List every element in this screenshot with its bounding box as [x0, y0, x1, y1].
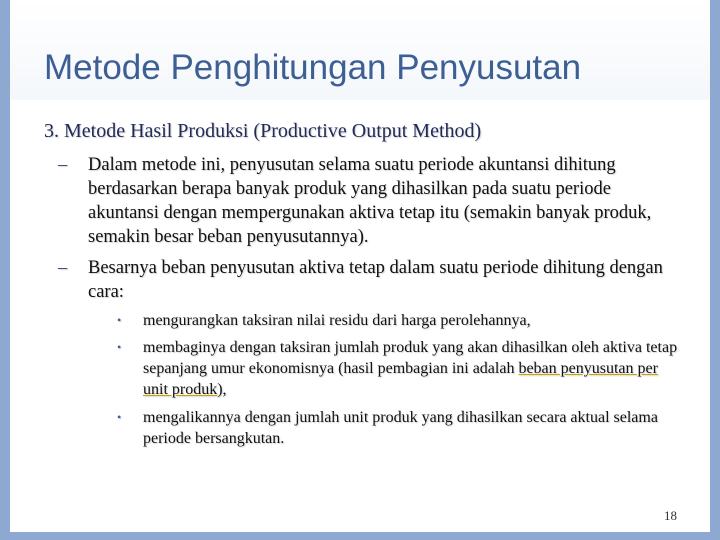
bullet-dot: • [117, 410, 122, 424]
sub-bullet-text: mengurangkan taksiran nilai residu dari harga perolehannya, [143, 312, 531, 329]
dash-marker: – [58, 155, 68, 175]
sub-bullet-2 [117, 337, 678, 400]
underlined-term: beban penyusutan per unit produk [143, 360, 658, 398]
bullet-point-1 [58, 153, 678, 249]
bullet-dot: • [117, 313, 122, 327]
sub-bullet-text-after: ), [217, 381, 227, 398]
bullet-point-text: Besarnya beban penyusutan aktiva tetap dalam suatu periode dihitung dengan cara: [88, 258, 663, 302]
bullet-dot: • [117, 340, 122, 354]
section-heading: 3. Metode Hasil Produksi (Productive Output Method) [44, 120, 482, 142]
dash-marker: – [58, 258, 68, 278]
bullet-point-2 [58, 256, 678, 304]
sub-bullet-text: mengalikannya dengan jumlah unit produk yang dihasilkan secara aktual selama periode bersangkutan. [143, 409, 658, 447]
bullet-point-text: Dalam metode ini, penyusutan selama suatu periode akuntansi dihitung berdasarkan berapa banyak produk yang dihasilkan pada suatu periode akuntansi dengan mempergunakan aktiva tetap itu (semakin banyak produk, semakin besar beban penyusutannya). [88, 155, 652, 247]
slide-title: Metode Penghitungan Penyusutan [44, 48, 582, 87]
sub-bullet-text-before: membaginya dengan taksiran jumlah produk yang akan dihasilkan oleh aktiva tetap sepanjang umur ekonomisnya (hasil pembagian ini adalah [143, 339, 678, 377]
page-number: 18 [664, 508, 677, 523]
sub-bullet-3 [117, 407, 678, 449]
sub-bullet-1 [117, 310, 678, 331]
